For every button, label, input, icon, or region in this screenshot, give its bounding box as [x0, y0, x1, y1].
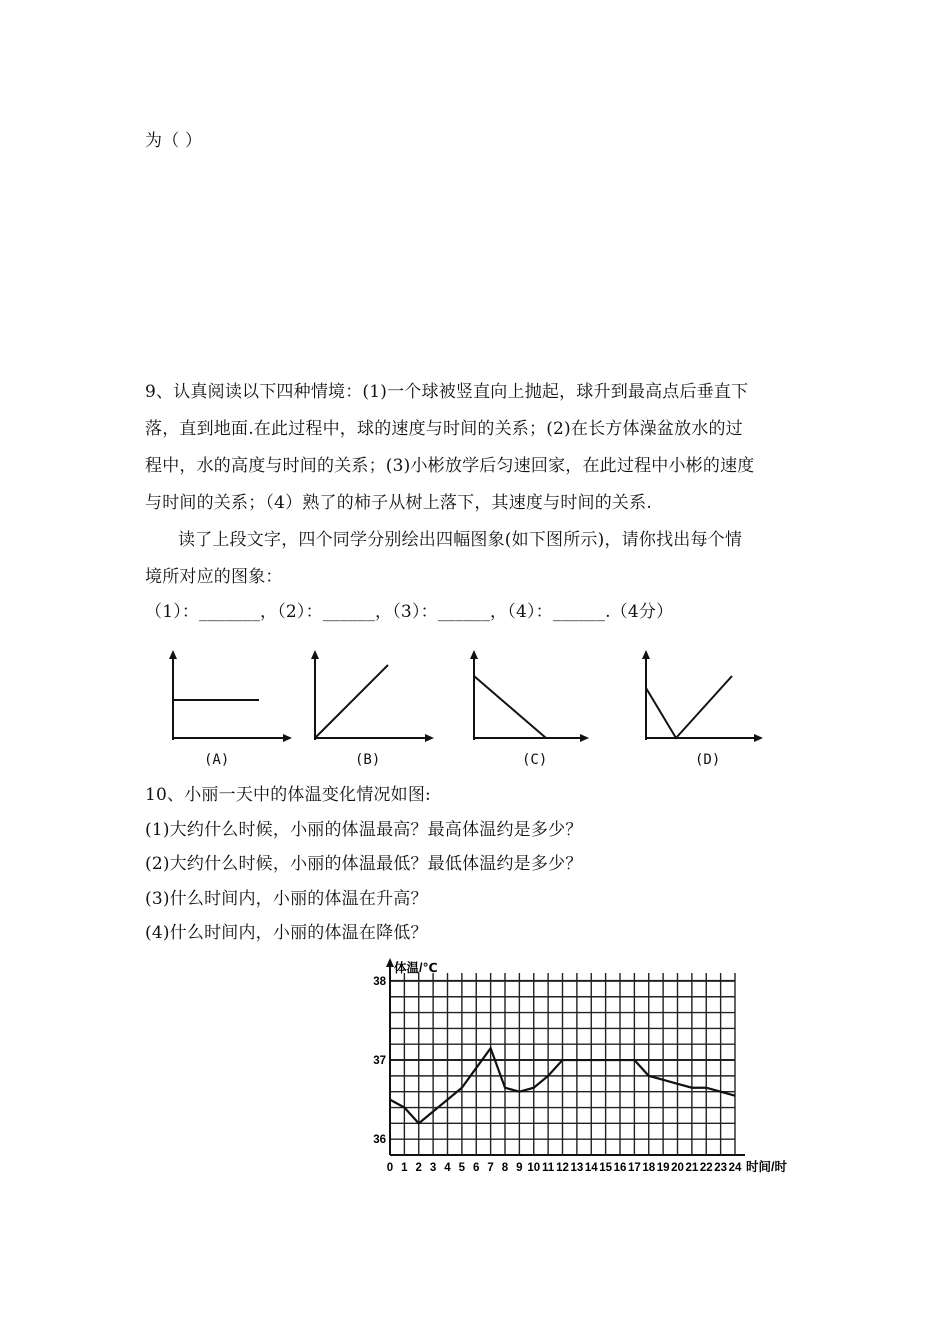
q10-line-4: (3)什么时间内，小丽的体温在升高？ [145, 889, 428, 909]
x-tick-label: 15 [599, 1162, 613, 1174]
q9-para2-line-1: 读了上段文字，四个同学分别绘出四幅图象(如下图所示)，请你找出每个情 [178, 530, 743, 550]
graph-d-line [646, 676, 732, 738]
y-axis-arrow [386, 958, 394, 967]
x-tick-label: 0 [386, 1162, 394, 1174]
x-tick-label: 24 [728, 1162, 742, 1174]
x-tick-label: 16 [613, 1162, 627, 1174]
temperature-line-segment [634, 1060, 735, 1096]
graph-c [461, 648, 601, 746]
x-tick-label: 8 [501, 1162, 509, 1174]
graph-a-label: (A) [204, 752, 230, 768]
x-tick-label: 9 [516, 1162, 523, 1174]
q9-line-3: 程中，水的高度与时间的关系；(3)小彬放学后匀速回家，在此过程中小彬的速度 [145, 456, 755, 476]
q10-line-2: (1)大约什么时候，小丽的体温最高？最高体温约是多少？ [145, 820, 583, 840]
previous-question-tail: 为（ ） [145, 131, 203, 151]
x-tick-label: 14 [584, 1162, 598, 1174]
graph-d [633, 648, 773, 746]
graph-b-label: (B) [355, 752, 381, 768]
q10-line-1: 10、小丽一天中的体温变化情况如图: [145, 785, 431, 805]
x-tick-label: 21 [685, 1162, 699, 1174]
x-tick-label: 10 [527, 1162, 541, 1174]
x-tick-label: 5 [458, 1162, 466, 1174]
graph-c-line [474, 676, 546, 738]
q9-answer-line: （1）：_______，（2）：______，（3）：______，（4）：______.（4分） [145, 602, 674, 622]
x-tick-label: 20 [671, 1162, 684, 1174]
x-tick-label: 19 [656, 1162, 670, 1174]
graph-b-line [315, 665, 388, 738]
x-tick-label: 12 [556, 1162, 569, 1174]
x-tick-label: 17 [627, 1162, 641, 1174]
y-tick-label: 36 [373, 1134, 386, 1147]
x-tick-label: 1 [401, 1162, 408, 1174]
graph-b [302, 648, 442, 746]
x-tick-label: 3 [429, 1162, 437, 1174]
q9-line-1: 9、认真阅读以下四种情境：(1)一个球被竖直向上抛起，球升到最高点后垂直下 [145, 382, 749, 402]
q9-line-2: 落，直到地面.在此过程中，球的速度与时间的关系；(2)在长方体澡盆放水的过 [145, 419, 743, 439]
y-tick-label: 37 [373, 1055, 386, 1068]
x-tick-label: 18 [642, 1162, 656, 1174]
x-tick-label: 4 [444, 1162, 451, 1174]
q10-line-3: (2)大约什么时候，小丽的体温最低？最低体温约是多少？ [145, 854, 583, 874]
graph-d-label: (D) [695, 752, 721, 768]
x-axis-label: 时间/时 [746, 1160, 787, 1174]
graph-c-label: (C) [522, 752, 548, 768]
q10-line-5: (4)什么时间内，小丽的体温在降低？ [145, 923, 428, 943]
y-tick-label: 38 [373, 975, 386, 988]
y-axis-label: 体温/℃ [394, 961, 438, 975]
x-tick-label: 11 [542, 1162, 555, 1174]
x-tick-label: 13 [570, 1162, 584, 1174]
x-tick-label: 6 [473, 1162, 480, 1174]
temperature-chart [360, 955, 800, 1180]
q9-para2-line-2: 境所对应的图象： [145, 567, 283, 587]
x-tick-label: 2 [415, 1162, 422, 1174]
graph-a [160, 648, 300, 746]
x-tick-label: 22 [699, 1162, 713, 1174]
x-tick-label: 23 [714, 1162, 728, 1174]
x-tick-label: 7 [487, 1162, 494, 1174]
q9-line-4: 与时间的关系；（4）熟了的柿子从树上落下，其速度与时间的关系. [145, 493, 652, 513]
